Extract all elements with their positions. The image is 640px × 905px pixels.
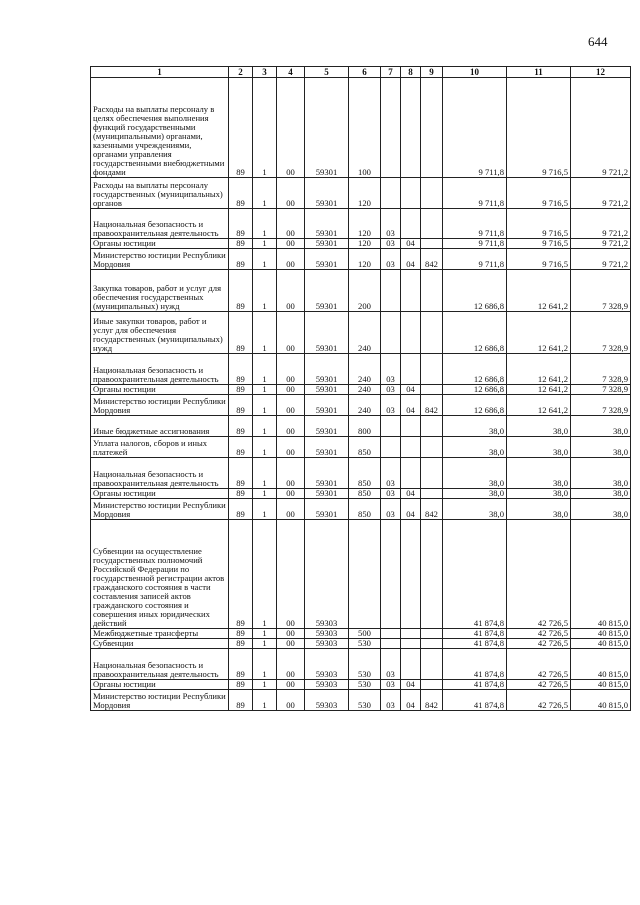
amount-cell: 41 874,8 <box>443 680 507 690</box>
code-cell: 1 <box>253 520 277 629</box>
code-cell: 59301 <box>305 270 349 312</box>
amount-cell: 42 726,5 <box>507 639 571 649</box>
amount-cell: 38,0 <box>571 416 631 437</box>
code-cell <box>421 312 443 354</box>
row-label: Министерство юстиции Республики Мордовия <box>91 249 229 270</box>
amount-cell: 38,0 <box>443 416 507 437</box>
code-cell: 59301 <box>305 458 349 489</box>
header-cell: 11 <box>507 67 571 78</box>
code-cell: 120 <box>349 178 381 209</box>
header-cell: 12 <box>571 67 631 78</box>
amount-cell: 41 874,8 <box>443 639 507 649</box>
amount-cell: 38,0 <box>443 499 507 520</box>
row-label: Межбюджетные трансферты <box>91 629 229 639</box>
code-cell: 04 <box>401 690 421 711</box>
amount-cell: 38,0 <box>571 437 631 458</box>
code-cell: 89 <box>229 690 253 711</box>
code-cell: 240 <box>349 312 381 354</box>
code-cell: 89 <box>229 499 253 520</box>
code-cell: 04 <box>401 239 421 249</box>
row-label: Министерство юстиции Республики Мордовия <box>91 395 229 416</box>
code-cell: 100 <box>349 78 381 178</box>
amount-cell: 38,0 <box>507 437 571 458</box>
code-cell: 00 <box>277 639 305 649</box>
amount-cell: 38,0 <box>507 489 571 499</box>
row-label: Субвенции на осуществление государственных полномочий Российской Федерации по государственной регистрации актов гражданского состояния в части составления записей актов гражданского состояния и совершения иных юридических действий <box>91 520 229 629</box>
amount-cell: 41 874,8 <box>443 629 507 639</box>
code-cell: 89 <box>229 209 253 239</box>
code-cell <box>401 312 421 354</box>
code-cell: 59301 <box>305 209 349 239</box>
code-cell: 120 <box>349 239 381 249</box>
code-cell: 1 <box>253 312 277 354</box>
header-cell: 7 <box>381 67 401 78</box>
row-label: Органы юстиции <box>91 385 229 395</box>
code-cell: 00 <box>277 178 305 209</box>
code-cell: 00 <box>277 209 305 239</box>
code-cell: 1 <box>253 437 277 458</box>
table-row <box>91 209 631 239</box>
code-cell: 1 <box>253 385 277 395</box>
code-cell: 03 <box>381 395 401 416</box>
row-label: Национальная безопасность и правоохранительная деятельность <box>91 354 229 385</box>
table-body <box>91 78 631 711</box>
code-cell: 59301 <box>305 416 349 437</box>
amount-cell: 12 641,2 <box>507 354 571 385</box>
amount-cell: 12 686,8 <box>443 270 507 312</box>
code-cell: 89 <box>229 437 253 458</box>
amount-cell: 40 815,0 <box>571 520 631 629</box>
amount-cell: 40 815,0 <box>571 690 631 711</box>
code-cell: 1 <box>253 354 277 385</box>
code-cell: 89 <box>229 649 253 680</box>
code-cell: 00 <box>277 395 305 416</box>
table-row <box>91 458 631 489</box>
code-cell: 59301 <box>305 239 349 249</box>
amount-cell: 9 716,5 <box>507 209 571 239</box>
amount-cell: 41 874,8 <box>443 649 507 680</box>
code-cell: 89 <box>229 639 253 649</box>
code-cell: 1 <box>253 690 277 711</box>
row-label: Национальная безопасность и правоохранительная деятельность <box>91 209 229 239</box>
code-cell: 04 <box>401 499 421 520</box>
code-cell <box>421 680 443 690</box>
code-cell: 00 <box>277 354 305 385</box>
amount-cell: 9 711,8 <box>443 239 507 249</box>
code-cell <box>381 312 401 354</box>
table-row <box>91 680 631 690</box>
code-cell <box>401 78 421 178</box>
header-cell: 3 <box>253 67 277 78</box>
code-cell <box>401 437 421 458</box>
code-cell: 03 <box>381 499 401 520</box>
code-cell <box>401 639 421 649</box>
amount-cell: 42 726,5 <box>507 649 571 680</box>
amount-cell: 40 815,0 <box>571 680 631 690</box>
code-cell: 00 <box>277 520 305 629</box>
amount-cell: 9 716,5 <box>507 78 571 178</box>
code-cell: 04 <box>401 395 421 416</box>
code-cell: 59301 <box>305 437 349 458</box>
table-row <box>91 499 631 520</box>
amount-cell: 12 686,8 <box>443 385 507 395</box>
row-label: Органы юстиции <box>91 489 229 499</box>
code-cell: 00 <box>277 499 305 520</box>
code-cell <box>421 239 443 249</box>
code-cell: 03 <box>381 249 401 270</box>
code-cell: 59301 <box>305 178 349 209</box>
code-cell <box>401 629 421 639</box>
table-row <box>91 639 631 649</box>
code-cell: 1 <box>253 178 277 209</box>
amount-cell: 40 815,0 <box>571 649 631 680</box>
amount-cell: 7 328,9 <box>571 385 631 395</box>
code-cell: 240 <box>349 385 381 395</box>
amount-cell: 9 716,5 <box>507 249 571 270</box>
code-cell: 850 <box>349 458 381 489</box>
table-row <box>91 239 631 249</box>
code-cell: 1 <box>253 639 277 649</box>
code-cell <box>381 520 401 629</box>
table-row <box>91 354 631 385</box>
table-row <box>91 520 631 629</box>
code-cell: 1 <box>253 209 277 239</box>
code-cell: 59301 <box>305 312 349 354</box>
amount-cell: 38,0 <box>571 499 631 520</box>
amount-cell: 12 686,8 <box>443 354 507 385</box>
code-cell: 842 <box>421 690 443 711</box>
code-cell <box>381 629 401 639</box>
code-cell: 89 <box>229 270 253 312</box>
code-cell: 03 <box>381 354 401 385</box>
code-cell <box>401 354 421 385</box>
code-cell <box>421 639 443 649</box>
code-cell: 00 <box>277 680 305 690</box>
amount-cell: 9 721,2 <box>571 239 631 249</box>
code-cell: 00 <box>277 270 305 312</box>
code-cell: 59301 <box>305 385 349 395</box>
code-cell: 1 <box>253 489 277 499</box>
table-row <box>91 437 631 458</box>
code-cell: 59301 <box>305 499 349 520</box>
code-cell: 00 <box>277 458 305 489</box>
code-cell <box>381 178 401 209</box>
code-cell <box>421 385 443 395</box>
amount-cell: 9 711,8 <box>443 209 507 239</box>
code-cell: 59301 <box>305 395 349 416</box>
code-cell: 00 <box>277 249 305 270</box>
code-cell: 850 <box>349 489 381 499</box>
row-label: Министерство юстиции Республики Мордовия <box>91 690 229 711</box>
code-cell: 89 <box>229 416 253 437</box>
code-cell: 00 <box>277 437 305 458</box>
amount-cell: 38,0 <box>571 489 631 499</box>
code-cell: 1 <box>253 680 277 690</box>
code-cell: 1 <box>253 458 277 489</box>
code-cell: 89 <box>229 78 253 178</box>
amount-cell: 9 721,2 <box>571 249 631 270</box>
row-label: Министерство юстиции Республики Мордовия <box>91 499 229 520</box>
amount-cell: 38,0 <box>507 499 571 520</box>
table-row <box>91 78 631 178</box>
code-cell: 1 <box>253 270 277 312</box>
code-cell: 59301 <box>305 489 349 499</box>
code-cell: 59303 <box>305 649 349 680</box>
code-cell: 842 <box>421 395 443 416</box>
code-cell <box>421 458 443 489</box>
code-cell <box>401 520 421 629</box>
amount-cell: 9 711,8 <box>443 178 507 209</box>
code-cell: 00 <box>277 78 305 178</box>
code-cell: 89 <box>229 489 253 499</box>
header-cell: 8 <box>401 67 421 78</box>
code-cell: 04 <box>401 489 421 499</box>
amount-cell: 12 686,8 <box>443 395 507 416</box>
code-cell <box>421 437 443 458</box>
code-cell: 1 <box>253 249 277 270</box>
code-cell: 89 <box>229 354 253 385</box>
amount-cell: 7 328,9 <box>571 312 631 354</box>
amount-cell: 38,0 <box>443 489 507 499</box>
code-cell: 59303 <box>305 690 349 711</box>
table-row <box>91 312 631 354</box>
code-cell: 03 <box>381 649 401 680</box>
code-cell: 240 <box>349 395 381 416</box>
header-row <box>91 67 631 78</box>
code-cell: 00 <box>277 385 305 395</box>
code-cell <box>401 178 421 209</box>
code-cell: 03 <box>381 209 401 239</box>
code-cell: 00 <box>277 649 305 680</box>
header-cell: 4 <box>277 67 305 78</box>
code-cell <box>349 520 381 629</box>
code-cell: 200 <box>349 270 381 312</box>
code-cell <box>421 209 443 239</box>
code-cell: 1 <box>253 239 277 249</box>
amount-cell: 12 686,8 <box>443 312 507 354</box>
code-cell: 03 <box>381 239 401 249</box>
amount-cell: 9 721,2 <box>571 78 631 178</box>
amount-cell: 12 641,2 <box>507 312 571 354</box>
code-cell: 89 <box>229 385 253 395</box>
code-cell: 89 <box>229 312 253 354</box>
header-cell: 6 <box>349 67 381 78</box>
code-cell <box>381 437 401 458</box>
code-cell: 89 <box>229 680 253 690</box>
code-cell <box>381 639 401 649</box>
header-cell: 9 <box>421 67 443 78</box>
code-cell <box>421 489 443 499</box>
code-cell <box>421 270 443 312</box>
table-row <box>91 249 631 270</box>
code-cell: 59303 <box>305 639 349 649</box>
code-cell: 04 <box>401 385 421 395</box>
page-number: 644 <box>588 34 608 49</box>
code-cell: 1 <box>253 78 277 178</box>
code-cell: 842 <box>421 249 443 270</box>
code-cell: 00 <box>277 416 305 437</box>
row-label: Органы юстиции <box>91 239 229 249</box>
amount-cell: 42 726,5 <box>507 520 571 629</box>
header-cell: 5 <box>305 67 349 78</box>
code-cell: 03 <box>381 680 401 690</box>
row-label: Уплата налогов, сборов и иных платежей <box>91 437 229 458</box>
code-cell <box>381 416 401 437</box>
code-cell <box>401 209 421 239</box>
code-cell: 530 <box>349 690 381 711</box>
code-cell: 850 <box>349 499 381 520</box>
code-cell: 120 <box>349 209 381 239</box>
code-cell: 1 <box>253 649 277 680</box>
code-cell: 500 <box>349 629 381 639</box>
code-cell <box>421 649 443 680</box>
budget-table <box>90 66 631 711</box>
code-cell: 04 <box>401 680 421 690</box>
code-cell <box>401 458 421 489</box>
table-row <box>91 690 631 711</box>
code-cell <box>401 270 421 312</box>
row-label: Иные бюджетные ассигнования <box>91 416 229 437</box>
code-cell: 00 <box>277 629 305 639</box>
code-cell: 00 <box>277 489 305 499</box>
amount-cell: 42 726,5 <box>507 629 571 639</box>
code-cell: 89 <box>229 458 253 489</box>
amount-cell: 9 711,8 <box>443 78 507 178</box>
row-label: Органы юстиции <box>91 680 229 690</box>
table-row <box>91 489 631 499</box>
code-cell <box>421 520 443 629</box>
code-cell: 00 <box>277 690 305 711</box>
code-cell: 850 <box>349 437 381 458</box>
code-cell: 530 <box>349 639 381 649</box>
amount-cell: 41 874,8 <box>443 690 507 711</box>
code-cell <box>421 416 443 437</box>
amount-cell: 9 716,5 <box>507 178 571 209</box>
amount-cell: 9 721,2 <box>571 209 631 239</box>
code-cell: 89 <box>229 395 253 416</box>
code-cell: 1 <box>253 499 277 520</box>
code-cell: 89 <box>229 520 253 629</box>
table-row <box>91 416 631 437</box>
code-cell: 1 <box>253 395 277 416</box>
amount-cell: 38,0 <box>507 416 571 437</box>
amount-cell: 38,0 <box>443 437 507 458</box>
code-cell: 00 <box>277 312 305 354</box>
amount-cell: 9 716,5 <box>507 239 571 249</box>
header-cell: 2 <box>229 67 253 78</box>
code-cell: 89 <box>229 629 253 639</box>
code-cell: 59303 <box>305 629 349 639</box>
amount-cell: 9 711,8 <box>443 249 507 270</box>
code-cell: 59301 <box>305 78 349 178</box>
code-cell: 530 <box>349 680 381 690</box>
table-row <box>91 629 631 639</box>
amount-cell: 40 815,0 <box>571 629 631 639</box>
row-label: Субвенции <box>91 639 229 649</box>
amount-cell: 7 328,9 <box>571 354 631 385</box>
code-cell <box>381 78 401 178</box>
code-cell: 800 <box>349 416 381 437</box>
code-cell: 842 <box>421 499 443 520</box>
code-cell: 03 <box>381 489 401 499</box>
code-cell <box>421 629 443 639</box>
row-label: Расходы на выплаты персоналу государственных (муниципальных) органов <box>91 178 229 209</box>
code-cell: 03 <box>381 458 401 489</box>
code-cell: 89 <box>229 239 253 249</box>
code-cell: 1 <box>253 416 277 437</box>
amount-cell: 7 328,9 <box>571 270 631 312</box>
amount-cell: 40 815,0 <box>571 639 631 649</box>
code-cell: 00 <box>277 239 305 249</box>
amount-cell: 38,0 <box>571 458 631 489</box>
code-cell: 120 <box>349 249 381 270</box>
header-cell: 1 <box>91 67 229 78</box>
code-cell: 89 <box>229 249 253 270</box>
code-cell <box>401 416 421 437</box>
row-label: Национальная безопасность и правоохранительная деятельность <box>91 458 229 489</box>
code-cell: 03 <box>381 385 401 395</box>
code-cell <box>381 270 401 312</box>
amount-cell: 12 641,2 <box>507 395 571 416</box>
amount-cell: 9 721,2 <box>571 178 631 209</box>
amount-cell: 38,0 <box>443 458 507 489</box>
header-cell: 10 <box>443 67 507 78</box>
code-cell: 1 <box>253 629 277 639</box>
table-row <box>91 649 631 680</box>
table-row <box>91 270 631 312</box>
code-cell <box>421 178 443 209</box>
code-cell: 03 <box>381 690 401 711</box>
amount-cell: 12 641,2 <box>507 385 571 395</box>
row-label: Закупка товаров, работ и услуг для обеспечения государственных (муниципальных) нужд <box>91 270 229 312</box>
table-row <box>91 385 631 395</box>
code-cell <box>421 78 443 178</box>
code-cell: 59303 <box>305 520 349 629</box>
code-cell: 530 <box>349 649 381 680</box>
table-row <box>91 395 631 416</box>
code-cell: 59303 <box>305 680 349 690</box>
code-cell <box>401 649 421 680</box>
amount-cell: 42 726,5 <box>507 690 571 711</box>
amount-cell: 42 726,5 <box>507 680 571 690</box>
row-label: Национальная безопасность и правоохранительная деятельность <box>91 649 229 680</box>
amount-cell: 12 641,2 <box>507 270 571 312</box>
amount-cell: 41 874,8 <box>443 520 507 629</box>
code-cell <box>421 354 443 385</box>
code-cell: 04 <box>401 249 421 270</box>
row-label: Расходы на выплаты персоналу в целях обеспечения выполнения функций государственными (муниципальными) органами, казенными учреждениями, органами управления государственными внебюджетными фондами <box>91 78 229 178</box>
row-label: Иные закупки товаров, работ и услуг для обеспечения государственных (муниципальных) нужд <box>91 312 229 354</box>
code-cell: 59301 <box>305 354 349 385</box>
code-cell: 240 <box>349 354 381 385</box>
amount-cell: 7 328,9 <box>571 395 631 416</box>
table-row <box>91 178 631 209</box>
code-cell: 59301 <box>305 249 349 270</box>
code-cell: 89 <box>229 178 253 209</box>
amount-cell: 38,0 <box>507 458 571 489</box>
